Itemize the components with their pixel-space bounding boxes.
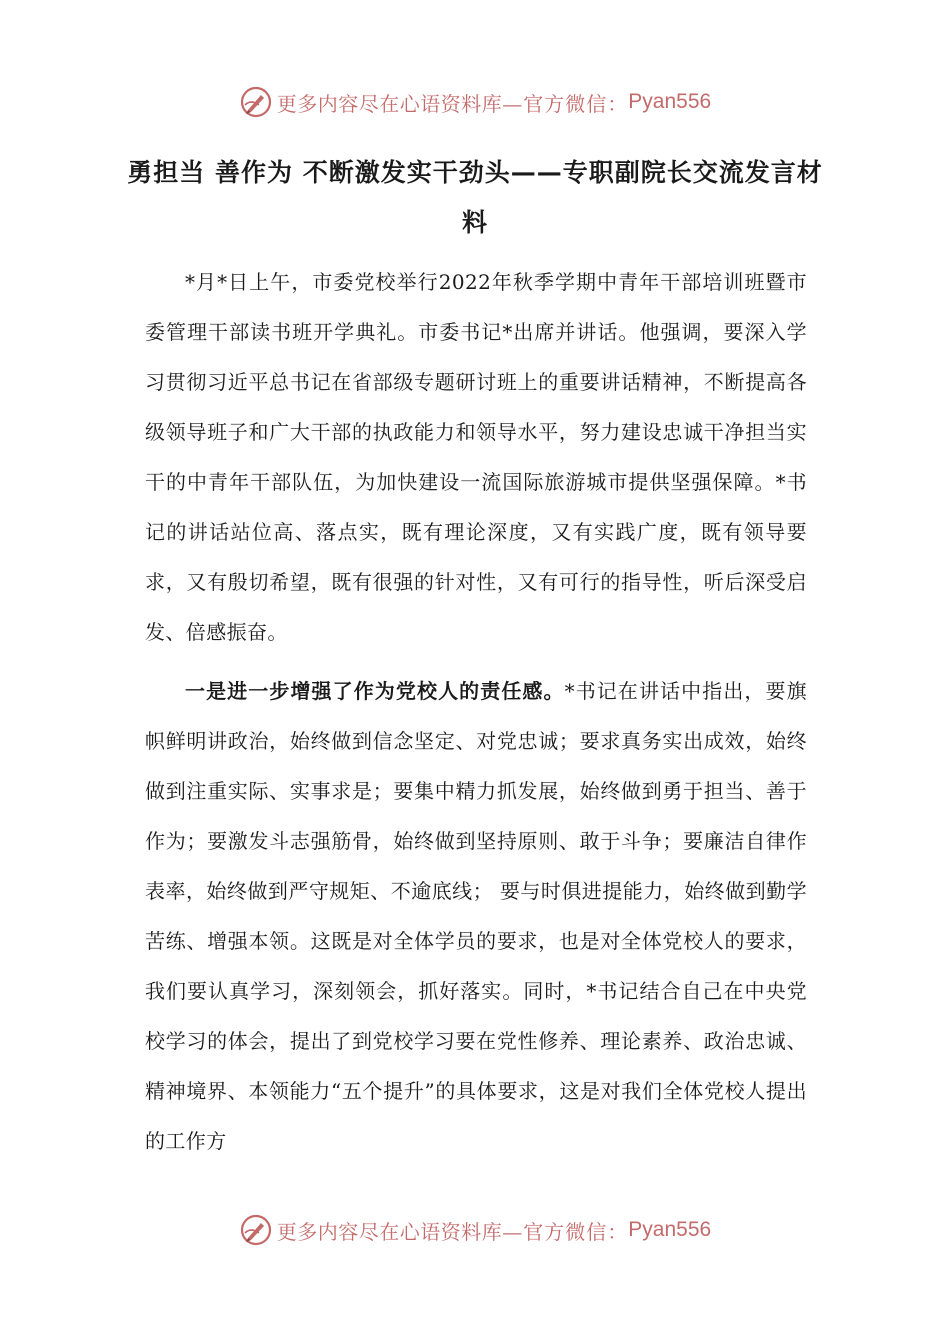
document-title: 勇担当 善作为 不断激发实干劲头——专职副院长交流发言材料 xyxy=(127,158,823,237)
paragraph-point-one-body: *书记在讲话中指出，要旗帜鲜明讲政治，始终做到信念坚定、对党忠诚；要求真务实出成效，始终做到注重实际、实事求是；要集中精力抓发展，始终做到勇于担当、善于作为；要激发斗志强筋骨，始终做到坚持原则、敢于斗争；要廉洁自律作表率，始终做到严守规矩、不逾底线； 要与时俱进提能力，始终做到勤学苦练、增强本领。这既是对全体学员的要求，也是对全体党校人的要求，我们要认真学习，深刻领会，抓好落实。同时，*书记结合自己在中央党校学习的体会，提出了到党校学习要在党性修养、理论素养、政治忠诚、精神境界、本领能力“五个提升”的具体要求，这是对我们全体党校人提出的工作方 xyxy=(145,679,807,1153)
watermark-brand: 更多内容尽在心语资料库 xyxy=(276,91,503,116)
watermark-wechat-id: Pyan556 xyxy=(628,1218,712,1241)
pen-logo-icon xyxy=(239,85,273,119)
paragraph-intro: *月*日上午，市委党校举行2022年秋季学期中青年干部培训班暨市委管理干部读书班开学典礼。市委书记*出席并讲话。他强调，要深入学习贯彻习近平总书记在省部级专题研讨班上的重要讲话精神，不断提高各级领导班子和广大干部的执政能力和领导水平，努力建设忠诚干净担当实干的中青年干部队伍，为加快建设一流国际旅游城市提供坚强保障。*书记的讲话站位高、落点实，既有理论深度，又有实践广度，既有领导要求，又有殷切希望，既有很强的针对性，又有可行的指导性，听后深受启发、倍感振奋。 xyxy=(145,270,807,644)
watermark-wechat-id: Pyan556 xyxy=(628,90,712,113)
paragraph-point-one-lead: 一是进一步增强了作为党校人的责任感。 xyxy=(185,679,565,703)
footer-watermark xyxy=(0,1210,950,1250)
watermark-official-label: —官方微信： xyxy=(502,1219,629,1244)
watermark-brand: 更多内容尽在心语资料库 xyxy=(276,1219,503,1244)
pen-logo-icon xyxy=(239,1213,273,1247)
paragraph-point-one xyxy=(145,666,807,1166)
watermark-official-label: —官方微信： xyxy=(502,91,629,116)
header-watermark xyxy=(0,82,950,122)
